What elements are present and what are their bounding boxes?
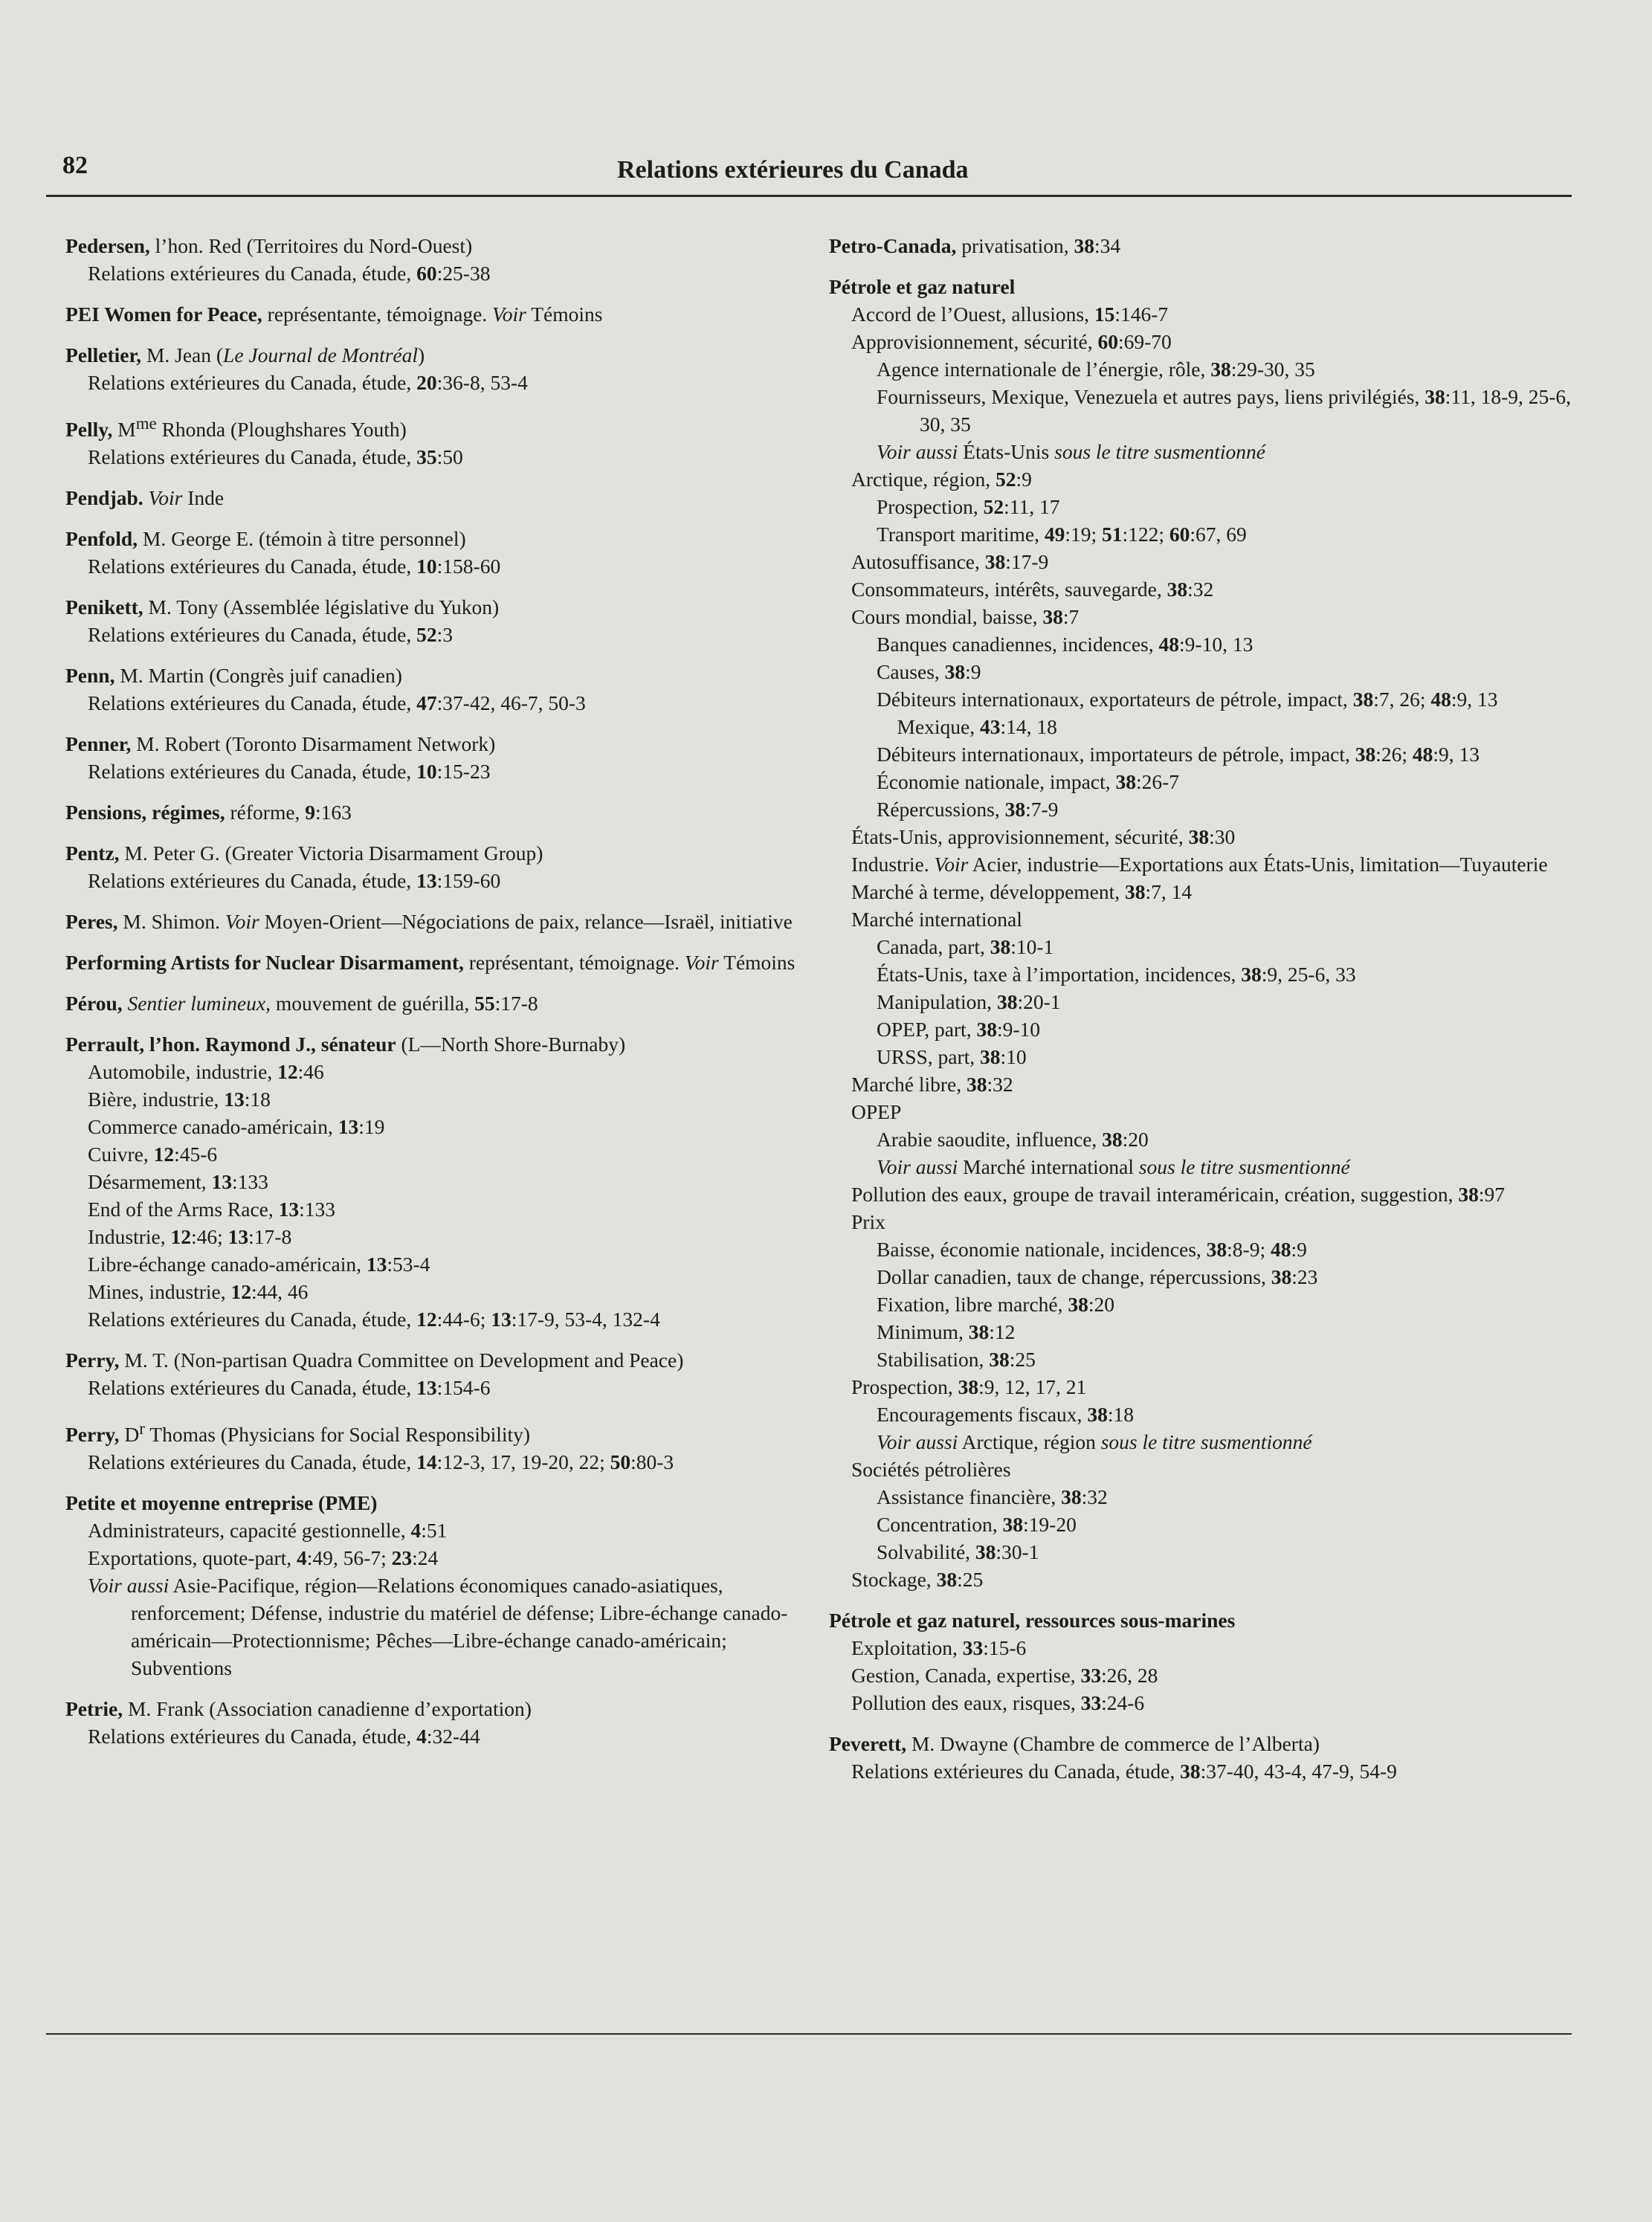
index-entry xyxy=(65,730,809,785)
index-subentry: Relations extérieures du Canada, étude, 12:44-6; 13:17-9, 53-4, 132-4 xyxy=(88,1308,660,1331)
index-subentry: Désarmement, 13:133 xyxy=(88,1170,268,1194)
index-subentry: Encouragements fiscaux, 38:18 xyxy=(877,1403,1134,1426)
index-subentry: Relations extérieures du Canada, étude, 14:12-3, 17, 19-20, 22; 50:80-3 xyxy=(88,1450,674,1474)
index-entry xyxy=(65,484,809,511)
index-subentry: Voir aussi Asie-Pacifique, région—Relations économiques canado-asiatiques, renforcement; Défense, industrie du matériel de défense; Libre-échange canado-américain—Protectionnisme; Pêches—Libre-échange canado-américain; Subventions xyxy=(88,1574,788,1680)
index-subentry: Agence internationale de l’énergie, rôle, 38:29-30, 35 xyxy=(877,358,1315,381)
header-rule xyxy=(46,195,1572,197)
index-heading: Pensions, régimes, réforme, 9:163 xyxy=(65,801,352,824)
index-subentry: Banques canadiennes, incidences, 48:9-10, 13 xyxy=(877,633,1253,656)
index-subentry: URSS, part, 38:10 xyxy=(877,1045,1027,1068)
index-subentry: Relations extérieures du Canada, étude, 10:15-23 xyxy=(88,760,491,784)
index-column-left xyxy=(65,232,809,1763)
index-entry xyxy=(829,273,1572,1593)
index-heading: Performing Artists for Nuclear Disarmament, représentant, témoignage. Voir Témoins xyxy=(65,951,796,975)
index-subentry: Consommateurs, intérêts, sauvegarde, 38:32 xyxy=(851,578,1214,601)
index-subentry: Pollution des eaux, groupe de travail interaméricain, création, suggestion, 38:97 xyxy=(851,1183,1505,1206)
index-subentry: Automobile, industrie, 12:46 xyxy=(88,1060,324,1084)
index-heading: Pétrole et gaz naturel xyxy=(829,275,1016,298)
index-subentry: Marché international xyxy=(851,908,1022,931)
index-subentry: Administrateurs, capacité gestionnelle, 4:51 xyxy=(88,1519,448,1543)
index-heading: Perrault, l’hon. Raymond J., sénateur (L—North Shore-Burnaby) xyxy=(65,1033,626,1056)
index-entry xyxy=(65,798,809,826)
index-heading: Pérou, Sentier lumineux, mouvement de guérilla, 55:17-8 xyxy=(65,992,538,1015)
index-heading: Penfold, M. George E. (témoin à titre personnel) xyxy=(65,527,466,551)
index-subentry: Baisse, économie nationale, incidences, 38:8-9; 48:9 xyxy=(877,1238,1307,1261)
index-subentry: OPEP xyxy=(851,1100,902,1123)
index-subentry: Relations extérieures du Canada, étude, 13:159-60 xyxy=(88,869,501,893)
index-subentry: Relations extérieures du Canada, étude, 47:37-42, 46-7, 50-3 xyxy=(88,691,586,715)
index-entry xyxy=(65,949,809,976)
index-heading: Pendjab. Voir Inde xyxy=(65,486,225,510)
index-subentry: Stabilisation, 38:25 xyxy=(877,1348,1036,1371)
index-heading: Pétrole et gaz naturel, ressources sous-marines xyxy=(829,1609,1236,1632)
index-subentry: Voir aussi Arctique, région sous le titre susmentionné xyxy=(877,1430,1312,1453)
index-entry xyxy=(65,1489,809,1682)
index-entry xyxy=(65,232,809,287)
index-subentry: Approvisionnement, sécurité, 60:69-70 xyxy=(851,330,1172,353)
index-entry xyxy=(65,908,809,935)
index-subentry: Pollution des eaux, risques, 33:24-6 xyxy=(851,1691,1145,1714)
index-heading: Penikett, M. Tony (Assemblée législative du Yukon) xyxy=(65,595,500,619)
index-subentry: États-Unis, approvisionnement, sécurité, 38:30 xyxy=(851,825,1236,848)
index-heading: Pelletier, M. Jean (Le Journal de Montréal) xyxy=(65,343,425,366)
index-subentry: Canada, part, 38:10-1 xyxy=(877,935,1054,958)
index-subentry: Minimum, 38:12 xyxy=(877,1320,1016,1343)
index-subentry: Relations extérieures du Canada, étude, 20:36-8, 53-4 xyxy=(88,371,528,394)
index-column-right xyxy=(829,232,1572,1798)
index-subentry: Débiteurs internationaux, exportateurs de pétrole, impact, 38:7, 26; 48:9, 13 xyxy=(877,688,1498,711)
index-subentry: Marché libre, 38:32 xyxy=(851,1073,1013,1096)
index-subentry: Prospection, 38:9, 12, 17, 21 xyxy=(851,1375,1087,1398)
index-subentry: End of the Arms Race, 13:133 xyxy=(88,1198,335,1221)
index-subentry: Exportations, quote-part, 4:49, 56-7; 23:24 xyxy=(88,1546,439,1570)
page-number: 82 xyxy=(62,152,88,179)
index-subentry: Exploitation, 33:15-6 xyxy=(851,1636,1027,1659)
index-entry xyxy=(65,593,809,648)
index-subentry: Assistance financière, 38:32 xyxy=(877,1485,1108,1508)
index-entry xyxy=(829,1606,1572,1716)
index-subentry: Autosuffisance, 38:17-9 xyxy=(851,550,1049,573)
index-subentry: Transport maritime, 49:19; 51:122; 60:67, 69 xyxy=(877,523,1247,546)
index-heading: PEI Women for Peace, représentante, témoignage. Voir Témoins xyxy=(65,303,603,326)
index-subentry: Causes, 38:9 xyxy=(877,660,981,683)
index-subentry: Voir aussi États-Unis sous le titre susmentionné xyxy=(877,440,1266,463)
index-heading: Perry, M. T. (Non-partisan Quadra Committee on Development and Peace) xyxy=(65,1349,684,1372)
index-subentry: Arctique, région, 52:9 xyxy=(851,468,1032,491)
index-heading: Petite et moyenne entreprise (PME) xyxy=(65,1491,378,1515)
index-subentry: Mexique, 43:14, 18 xyxy=(877,715,1057,738)
index-entry xyxy=(829,1730,1572,1785)
index-subentry: Prospection, 52:11, 17 xyxy=(877,495,1060,518)
index-subentry: Relations extérieures du Canada, étude, 35:50 xyxy=(88,445,463,469)
index-subentry: Accord de l’Ouest, allusions, 15:146-7 xyxy=(851,303,1169,326)
index-subentry: Relations extérieures du Canada, étude, 4:32-44 xyxy=(88,1725,480,1748)
index-subentry: Manipulation, 38:20-1 xyxy=(877,990,1061,1013)
index-subentry: Prix xyxy=(851,1210,885,1233)
index-subentry: Débiteurs internationaux, importateurs de pétrole, impact, 38:26; 48:9, 13 xyxy=(877,743,1480,766)
index-subentry: Relations extérieures du Canada, étude, 60:25-38 xyxy=(88,262,491,285)
index-subentry: Stockage, 38:25 xyxy=(851,1568,984,1591)
index-heading: Pelly, $M^{me}$ Rhonda (Ploughshares Youth) xyxy=(65,414,407,442)
index-subentry: Arabie saoudite, influence, 38:20 xyxy=(877,1128,1149,1151)
index-subentry: États-Unis, taxe à l’importation, incidences, 38:9, 25-6, 33 xyxy=(877,963,1356,986)
index-heading: Penn, M. Martin (Congrès juif canadien) xyxy=(65,664,402,688)
index-entry xyxy=(65,1030,809,1333)
index-entry xyxy=(65,341,809,396)
index-subentry: Fournisseurs, Mexique, Venezuela et autres pays, liens privilégiés, 38:11, 18-9, 25-6, 30, 35 xyxy=(877,385,1572,436)
index-heading: Petrie, M. Frank (Association canadienne d’exportation) xyxy=(65,1697,532,1721)
index-subentry: Fixation, libre marché, 38:20 xyxy=(877,1293,1114,1316)
index-entry xyxy=(65,1695,809,1750)
index-subentry: Gestion, Canada, expertise, 33:26, 28 xyxy=(851,1664,1158,1687)
index-subentry: Cuivre, 12:45-6 xyxy=(88,1143,218,1166)
index-subentry: Industrie. Voir Acier, industrie—Exportations aux États-Unis, limitation—Tuyauterie xyxy=(851,853,1548,876)
index-entry xyxy=(65,662,809,717)
index-entry xyxy=(65,525,809,580)
index-subentry: OPEP, part, 38:9-10 xyxy=(877,1018,1041,1041)
index-subentry: Marché à terme, développement, 38:7, 14 xyxy=(851,880,1193,903)
index-subentry: Répercussions, 38:7-9 xyxy=(877,798,1059,821)
index-heading: Perry, $D^r$ Thomas (Physicians for Social Responsibility) xyxy=(65,1419,531,1447)
index-heading: Pedersen, l’hon. Red (Territoires du Nord-Ouest) xyxy=(65,234,473,257)
index-heading: Petro-Canada, privatisation, 38:34 xyxy=(829,234,1121,257)
index-subentry: Industrie, 12:46; 13:17-8 xyxy=(88,1225,292,1249)
running-title: Relations extérieures du Canada xyxy=(617,156,969,184)
index-subentry: Libre-échange canado-américain, 13:53-4 xyxy=(88,1253,430,1276)
index-entry xyxy=(65,410,809,471)
index-heading: Pentz, M. Peter G. (Greater Victoria Disarmament Group) xyxy=(65,842,543,865)
footer-rule xyxy=(46,2033,1572,2035)
index-entry xyxy=(65,1415,809,1476)
index-entry xyxy=(65,989,809,1017)
index-entry xyxy=(829,232,1572,259)
index-subentry: Solvabilité, 38:30-1 xyxy=(877,1540,1039,1563)
index-subentry: Commerce canado-américain, 13:19 xyxy=(88,1115,385,1139)
index-entry xyxy=(65,300,809,328)
index-subentry: Cours mondial, baisse, 38:7 xyxy=(851,605,1080,628)
index-subentry: Sociétés pétrolières xyxy=(851,1458,1011,1481)
index-entry xyxy=(65,1346,809,1401)
index-subentry: Relations extérieures du Canada, étude, 38:37-40, 43-4, 47-9, 54-9 xyxy=(851,1760,1397,1783)
index-subentry: Mines, industrie, 12:44, 46 xyxy=(88,1280,309,1304)
index-subentry: Bière, industrie, 13:18 xyxy=(88,1088,271,1111)
index-subentry: Voir aussi Marché international sous le titre susmentionné xyxy=(877,1155,1350,1178)
index-subentry: Relations extérieures du Canada, étude, 10:158-60 xyxy=(88,555,501,578)
index-entry xyxy=(65,839,809,894)
index-heading: Penner, M. Robert (Toronto Disarmament Network) xyxy=(65,732,496,756)
index-heading: Peverett, M. Dwayne (Chambre de commerce de l’Alberta) xyxy=(829,1732,1320,1755)
index-subentry: Concentration, 38:19-20 xyxy=(877,1513,1077,1536)
index-subentry: Relations extérieures du Canada, étude, 13:154-6 xyxy=(88,1376,491,1400)
index-subentry: Économie nationale, impact, 38:26-7 xyxy=(877,770,1180,793)
index-subentry: Dollar canadien, taux de change, répercussions, 38:23 xyxy=(877,1265,1318,1288)
index-subentry: Relations extérieures du Canada, étude, 52:3 xyxy=(88,623,454,647)
index-heading: Peres, M. Shimon. Voir Moyen-Orient—Négociations de paix, relance—Israël, initiative xyxy=(65,910,793,934)
